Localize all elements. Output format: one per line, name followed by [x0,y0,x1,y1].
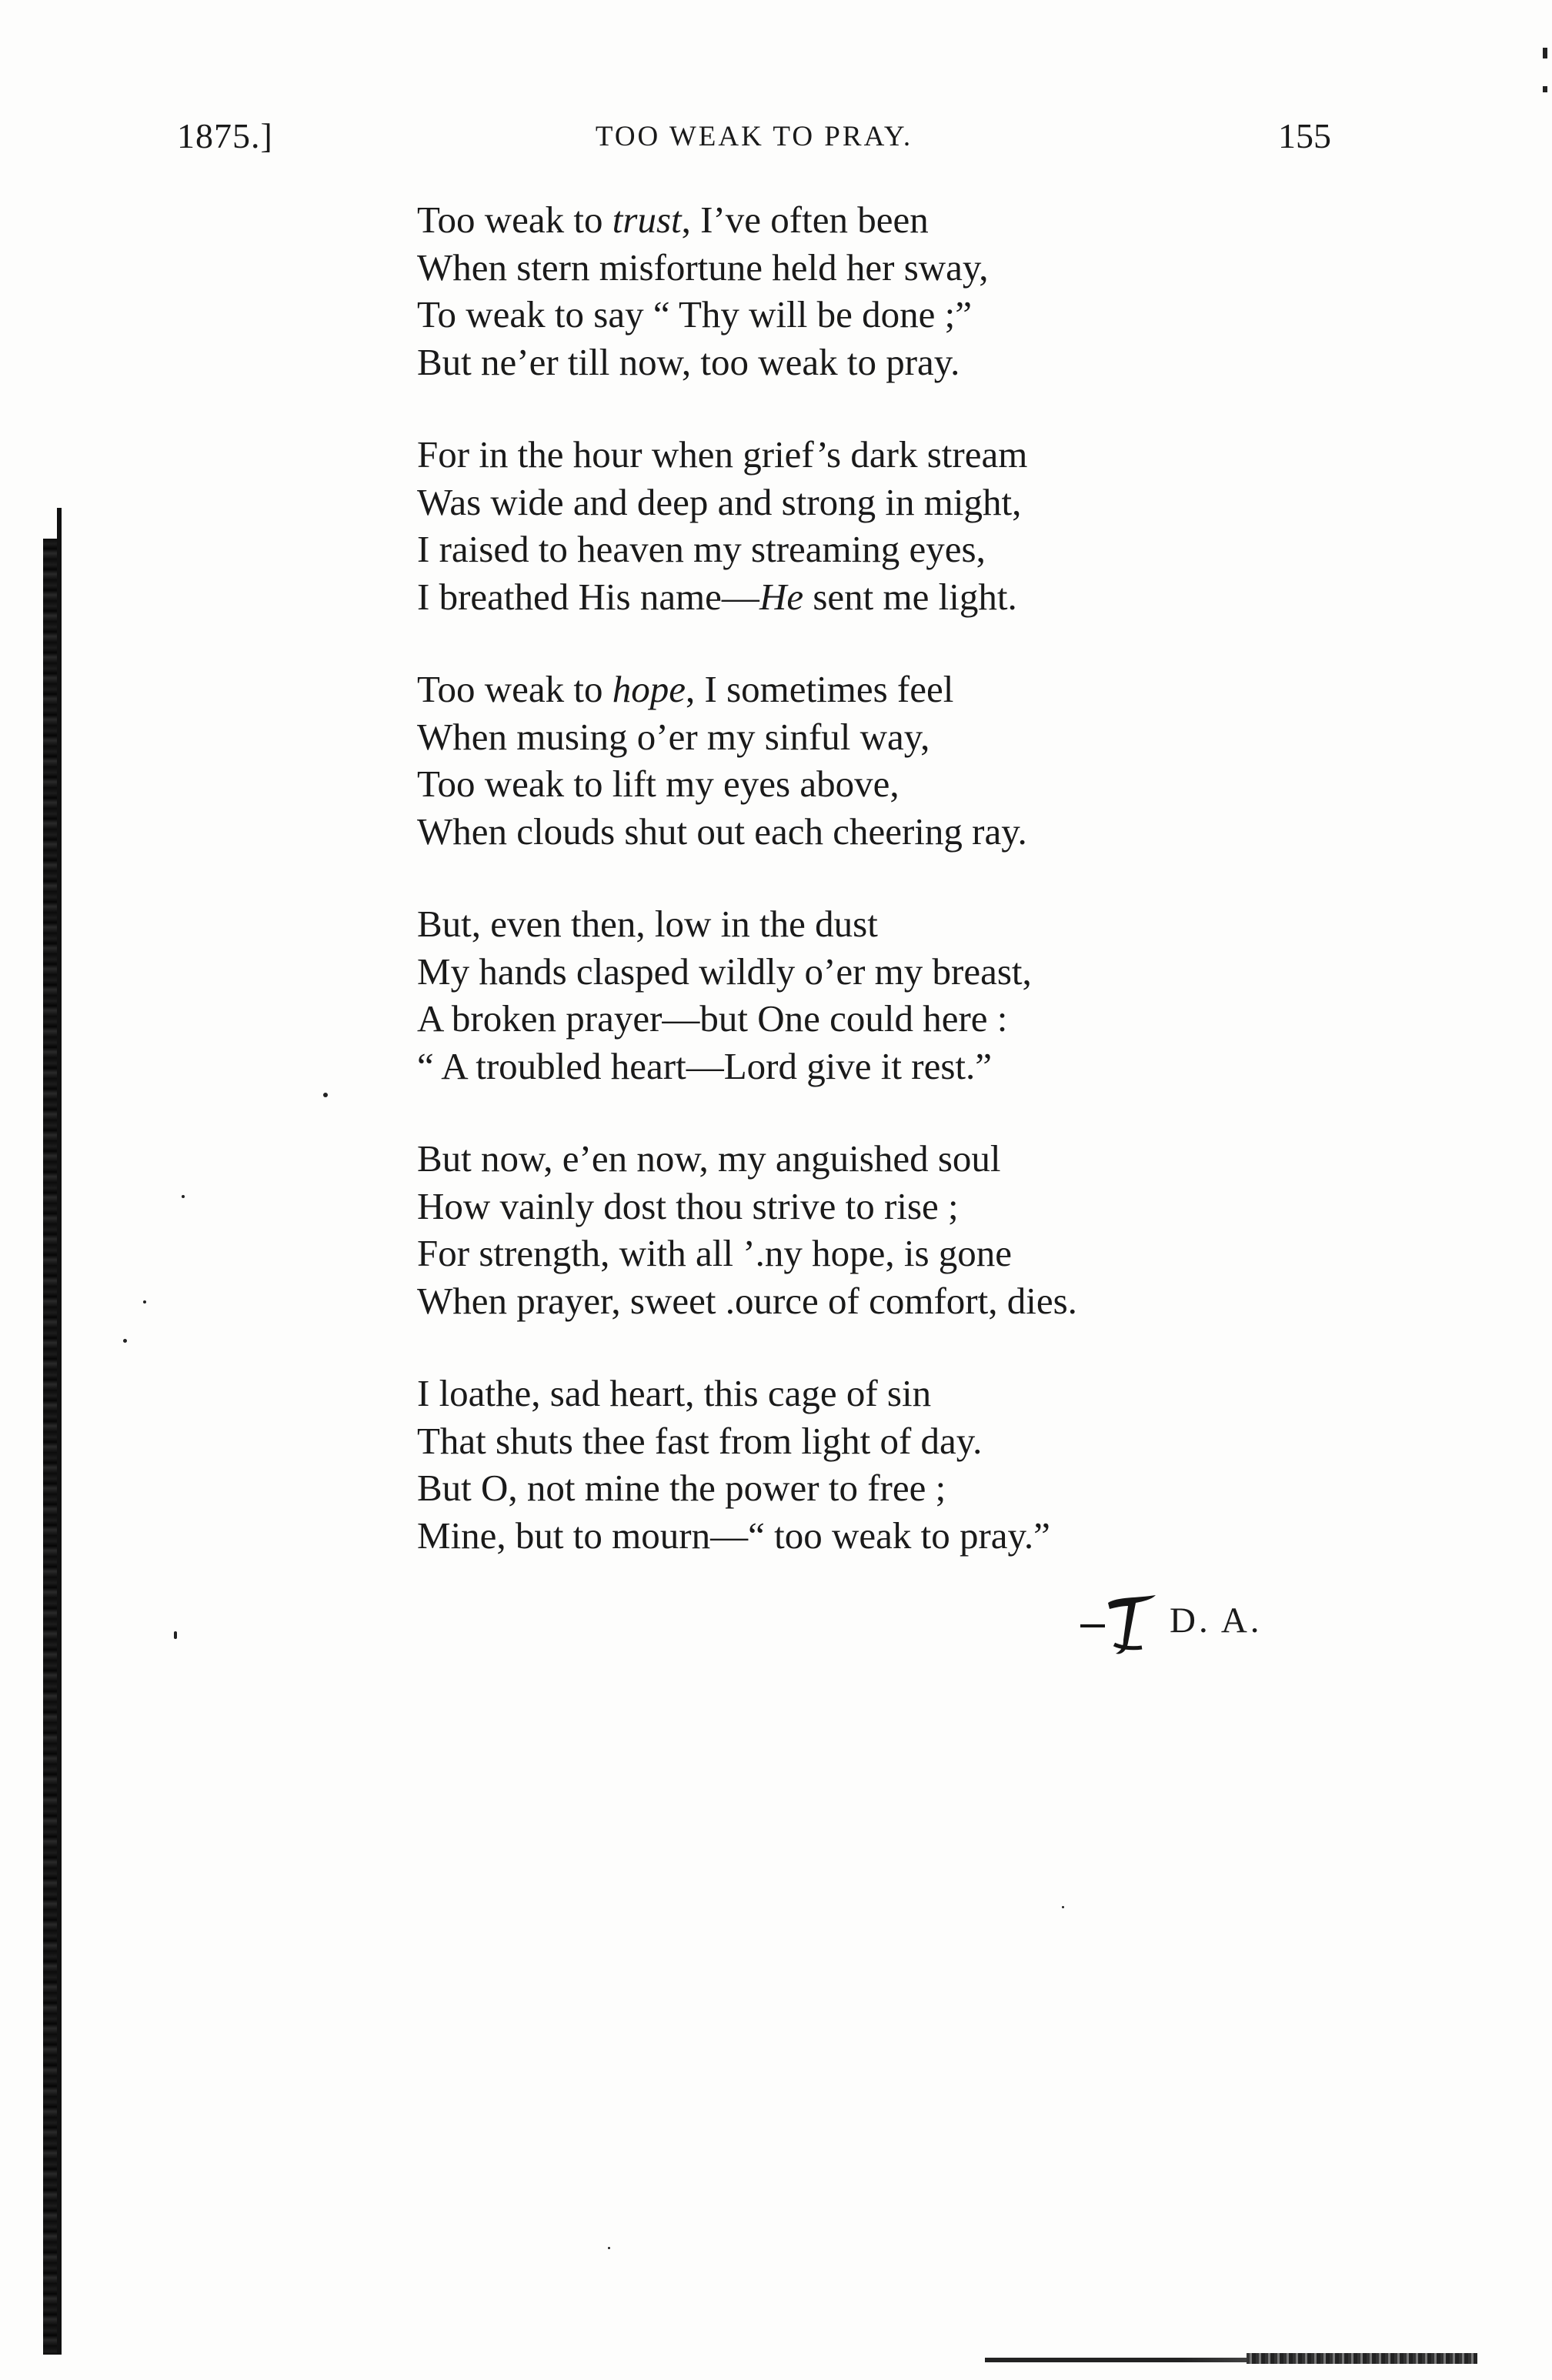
poem-line [417,995,1263,1043]
poem-line [417,1464,1263,1512]
line-text: But ne’er till now, too weak to pray. [417,340,960,383]
line-text: I raised to heaven my streaming eyes, [417,528,986,570]
line-text: “ A troubled heart—Lord give it rest.” [417,1044,993,1087]
line-text: Was wide and deep and strong in might, [417,480,1022,523]
poem-line [417,573,1263,621]
emphasized-word: hope [612,668,686,710]
stanza [417,1370,1263,1559]
stanza [417,196,1263,386]
line-text: When clouds shut out each cheering ray. [417,809,1027,853]
poem-line [417,666,1263,713]
signature-flourish [1077,1589,1162,1658]
poem-line [417,1043,1263,1090]
poem-line [417,244,1263,292]
signature [1077,1589,1308,1658]
line-text: Too weak to [417,199,612,241]
poem-line [417,339,1263,386]
line-text: To weak to say “ Thy will be done ;” [417,293,972,335]
line-text: For in the hour when grief’s dark stream [417,433,1028,476]
poem-line [417,948,1263,996]
stanza [417,666,1263,855]
edge-mark [1543,86,1547,92]
poem-line [417,1230,1263,1277]
line-text: Too weak to lift my eyes above, [417,763,899,805]
poem-line [417,1512,1263,1560]
line-text: A broken prayer—but One could here : [417,997,1008,1040]
poem-line [417,526,1263,573]
running-header [177,115,1331,177]
scan-speck [174,1631,177,1639]
line-text: Too weak to [417,668,612,710]
poem-line [417,808,1263,856]
line-text: When stern misfortune held her sway, [417,245,989,289]
stanza [417,900,1263,1090]
poem-line [417,1370,1263,1417]
poem-line [417,1277,1263,1325]
line-text: When musing o’er my sinful way, [417,715,930,758]
line-text: , I sometimes feel [686,668,954,710]
scan-speck [323,1093,328,1097]
line-text: But now, e’en now, my anguished soul [417,1137,1001,1180]
stanza [417,1135,1263,1324]
poem-line [417,479,1263,526]
line-text: For strength, with all ’.ny hope, is gone [417,1232,1013,1274]
line-text: But, even then, low in the dust [417,903,878,945]
bottom-rule [985,2358,1477,2362]
line-text: My hands clasped wildly o’er my breast, [417,950,1032,993]
signature-initials: D. A. [1170,1601,1263,1641]
line-text: I loathe, sad heart, this cage of sin [417,1372,932,1414]
poem-line [417,1183,1263,1230]
line-text: I breathed His name— [417,575,759,618]
stanza [417,431,1263,620]
poem-line [417,760,1263,808]
page-number: 155 [1278,116,1331,155]
header-title: TOO WEAK TO PRAY. [595,121,913,152]
poem-line [417,713,1263,761]
edge-mark [1543,48,1547,58]
scan-speck [143,1300,146,1303]
line-text: That shuts thee fast from light of day. [417,1419,983,1462]
scan-speck [608,2247,610,2249]
scan-speck [1062,1906,1064,1908]
poem-line [417,196,1263,244]
scan-speck [182,1195,185,1198]
poem-line [417,900,1263,948]
line-text: But O, not mine the power to free ; [417,1467,946,1509]
binding-edge-shadow [43,539,60,2355]
line-text: , I’ve often been [681,199,929,241]
line-text: When prayer, sweet .ource of comfort, dies. [417,1279,1077,1322]
line-text: sent me light. [803,575,1017,618]
poem-line [417,1417,1263,1465]
scan-speck [123,1339,127,1343]
poem-line [417,1135,1263,1183]
poem-body [417,196,1263,1604]
emphasized-word: trust [612,199,682,241]
poem-line [417,431,1263,479]
line-text: How vainly dost thou strive to rise ; [417,1184,959,1227]
line-text: Mine, but to mourn—“ too weak to pray.” [417,1514,1050,1557]
emphasized-word: He [759,575,804,618]
poem-line [417,291,1263,339]
header-year: 1875.] [177,116,273,155]
